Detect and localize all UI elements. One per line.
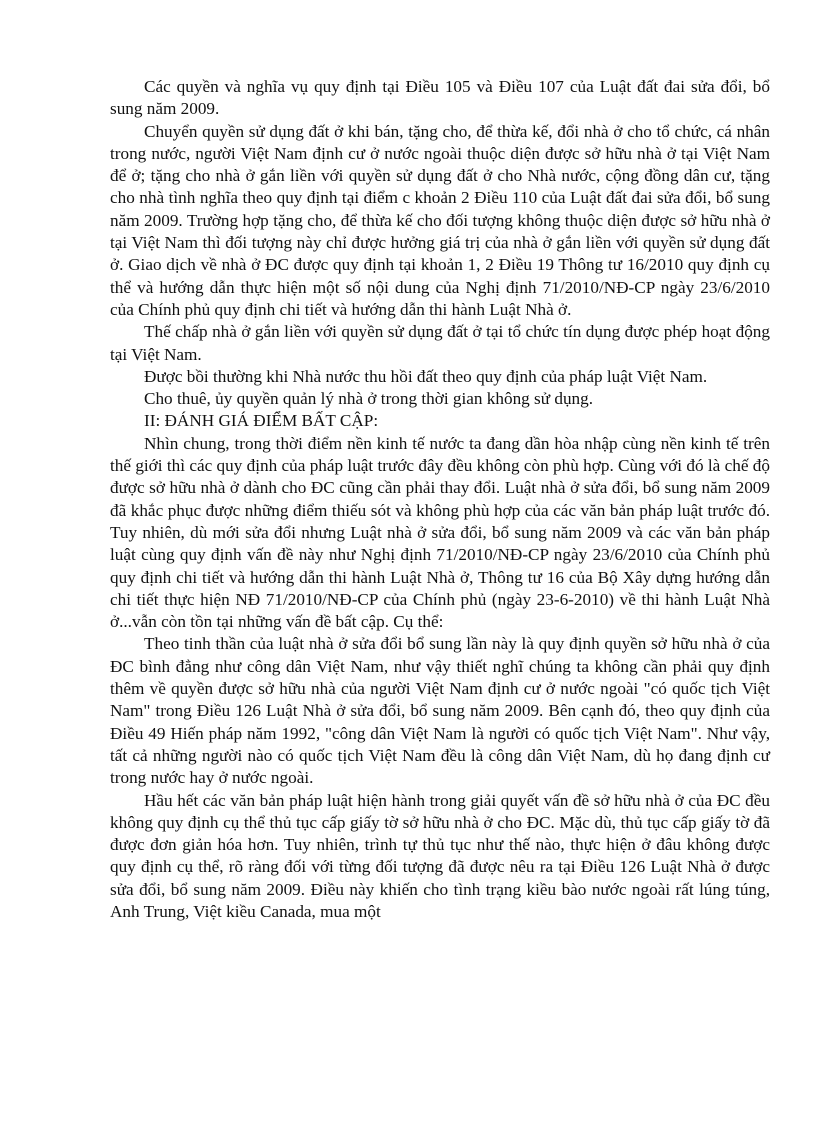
paragraph-lease: Cho thuê, ủy quyền quản lý nhà ở trong thời gian không sử dụng. [144,389,594,409]
paragraph-transfer-land-use: Chuyển quyền sử dụng đất ở khi bán, tặng cho, để thừa kế, đổi nhà ở cho tổ chức, cá nhân trong nước, người Việt Nam định cư ở nước ngoài thuộc diện được sở hữu nhà ở tại Việt Nam để ở; tặng cho nhà ở gắn liền với quyền sử dụng đất ở cho Nhà nước, cộng đồng dân cư, tặng cho nhà tình nghĩa theo quy định tại điểm c khoản 2 Điều 110 của Luật đất đai sửa đổi, bổ sung năm 2009. Trường hợp tặng cho, để thừa kế cho đối tượng không thuộc diện được sở hữu nhà ở tại Việt Nam thì đối tượng này chỉ được hưởng giá trị của nhà ở gắn liền với quyền sử dụng đất ở. Giao dịch về nhà ở ĐC được quy định tại khoản 1, 2 Điều 19 Thông tư 16/2010 quy định cụ thể và hướng dẫn thực hiện một số nội dung của Nghị định 71/2010/NĐ-CP ngày 23/6/2010 của Chính phủ quy định chi tiết và hướng dẫn thi hành Luật Nhà ở. [110,121,770,319]
paragraph-procedures: Hầu hết các văn bản pháp luật hiện hành trong giải quyết vấn đề sở hữu nhà ở của ĐC đều không quy định cụ thể thủ tục cấp giấy tờ sở hữu nhà ở cho ĐC. Mặc dù, thủ tục cấp giấy tờ đã được đơn giản hóa hơn. Tuy nhiên, trình tự thủ tục như thế nào, thực hiện ở đâu không được quy định cụ thể, rõ ràng đối với từng đối tượng đã được nêu ra tại Điều 126 Luật Nhà ở được sửa đổi, bổ sung năm 2009. Điều này khiến cho tình trạng kiều bào nước ngoài rất lúng túng, Anh Trung, Việt kiều Canada, mua một [110,790,770,921]
paragraph-overview: Nhìn chung, trong thời điểm nền kinh tế nước ta đang dần hòa nhập cùng nền kinh tế trên thế giới thì các quy định của pháp luật trước đây đều không còn phù hợp. Cùng với đó là chế độ được sở hữu nhà ở dành cho ĐC cũng cần phải thay đổi. Luật nhà ở sửa đổi, bổ sung năm 2009 đã khắc phục được những điểm thiếu sót và không phù hợp của các văn bản pháp luật trước đó. Tuy nhiên, dù mới sửa đổi nhưng Luật nhà ở sửa đổi, bổ sung năm 2009 và các văn bản pháp luật cùng quy định vấn đề này như Nghị định 71/2010/NĐ-CP ngày 23/6/2010 của Chính phủ quy định chi tiết và hướng dẫn thi hành Luật Nhà ở, Thông tư 16 của Bộ Xây dựng hướng dẫn chi tiết thực hiện NĐ 71/2010/NĐ-CP của Chính phủ (ngày 23-6-2010) về thi hành Luật Nhà ở...vẫn còn tồn tại những vấn đề bất cập. Cụ thể: [110,433,770,632]
section-heading-assessment: II: ĐÁNH GIÁ ĐIỂM BẤT CẬP: [144,411,379,431]
paragraph-equal-rights: Theo tinh thần của luật nhà ở sửa đổi bổ sung lần này là quy định quyền sở hữu nhà ở của ĐC bình đẳng như công dân Việt Nam, như vậy thiết nghĩ chúng ta không cần phải quy định thêm về quyền được sở hữu nhà của người Việt Nam định cư ở nước ngoài "có quốc tịch Việt Nam" trong Điều 126 Luật Nhà ở sửa đổi, bổ sung năm 2009. Bên cạnh đó, theo quy định của Điều 49 Hiến pháp năm 1992, "công dân Việt Nam là người có quốc tịch Việt Nam". Như vậy, tất cả những người nào có quốc tịch Việt Nam đều là công dân Việt Nam, dù họ đang định cư trong nước hay ở nước ngoài. [110,634,770,788]
paragraph-mortgage: Thế chấp nhà ở gắn liền với quyền sử dụng đất ở tại tổ chức tín dụng được phép hoạt động tại Việt Nam. [110,322,770,364]
document-page [110,76,770,923]
paragraph-rights-obligations: Các quyền và nghĩa vụ quy định tại Điều 105 và Điều 107 của Luật đất đai sửa đổi, bổ sung năm 2009. [110,77,770,119]
paragraph-compensation: Được bồi thường khi Nhà nước thu hồi đất theo quy định của pháp luật Việt Nam. [144,366,708,386]
